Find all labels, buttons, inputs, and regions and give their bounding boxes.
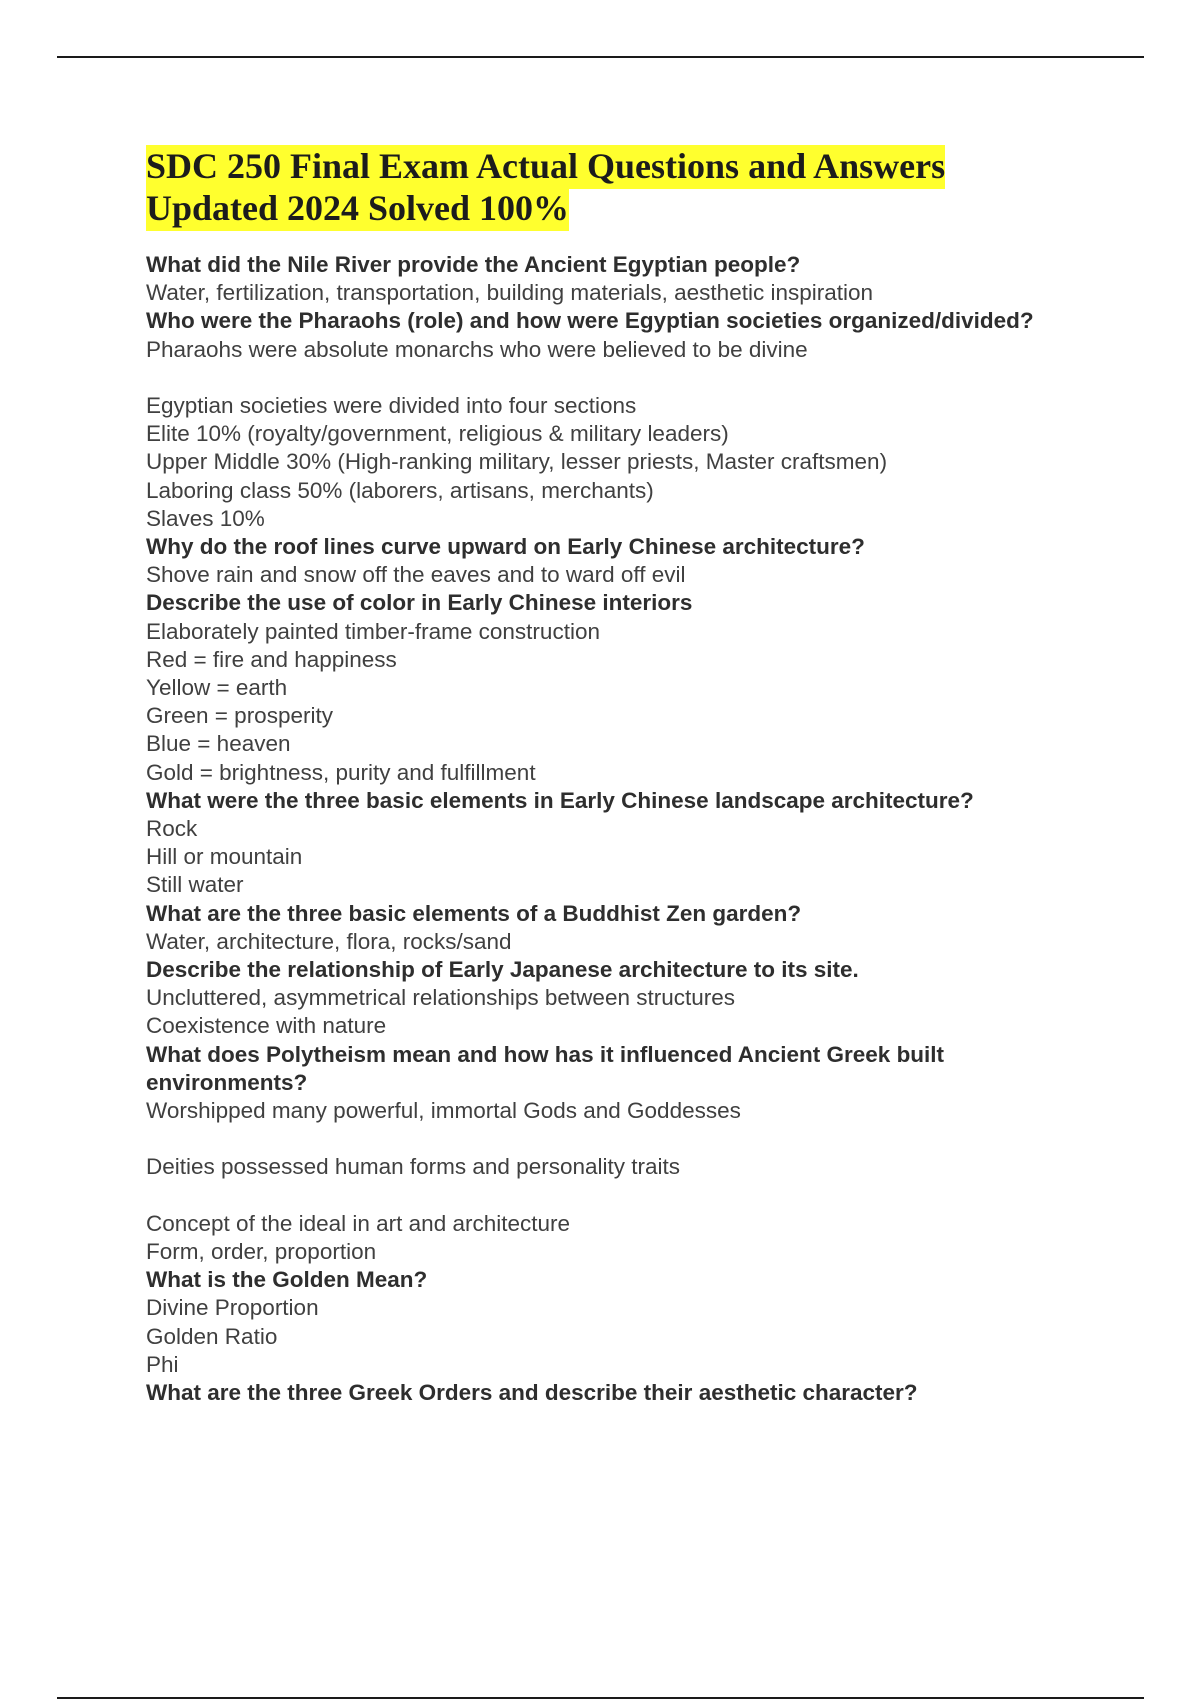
question-line: What does Polytheism mean and how has it influenced Ancient Greek built environments? [146,1041,945,1095]
question-line: Describe the use of color in Early Chinese interiors [146,590,693,616]
answer-line: Concept of the ideal in art and architecture [146,1210,571,1236]
answer-line: Pharaohs were absolute monarchs who were believed to be divine [146,336,808,362]
answer-line: Divine Proportion [146,1295,319,1321]
answer-line: Elite 10% (royalty/government, religious & military leaders) [146,421,729,447]
answer-line: Uncluttered, asymmetrical relationships between structures [146,985,735,1011]
answer-line: Red = fire and happiness [146,646,397,672]
answer-line: Still water [146,872,244,898]
answer-line: Water, fertilization, transportation, building materials, aesthetic inspiration [146,280,874,306]
question-line: What are the three basic elements of a Buddhist Zen garden? [146,900,802,926]
answer-line: Worshipped many powerful, immortal Gods and Goddesses [146,1098,741,1124]
question-line: What are the three Greek Orders and describe their aesthetic character? [146,1380,918,1406]
answer-line: Upper Middle 30% (High-ranking military, lesser priests, Master craftsmen) [146,449,888,475]
question-line: What is the Golden Mean? [146,1267,428,1293]
answer-line: Coexistence with nature [146,1013,387,1039]
question-line: Describe the relationship of Early Japanese architecture to its site. [146,957,859,983]
answer-line: Shove rain and snow off the eaves and to ward off evil [146,562,686,588]
answer-line: Green = prosperity [146,703,333,729]
title-line-2: Updated 2024 Solved 100% [146,187,569,231]
answer-line: Blue = heaven [146,731,291,757]
question-line: What did the Nile River provide the Ancient Egyptian people? [146,252,801,277]
answer-line: Gold = brightness, purity and fulfillment [146,759,536,785]
document-title [146,145,1066,229]
answer-line: Yellow = earth [146,675,288,701]
question-line: What were the three basic elements in Early Chinese landscape architecture? [146,787,974,813]
bottom-rule [57,1697,1144,1699]
blank-line [146,364,1066,392]
answer-line: Egyptian societies were divided into four sections [146,393,637,418]
document-body [146,145,1066,1407]
title-line-1: SDC 250 Final Exam Actual Questions and Answers [146,145,945,189]
question-line: Who were the Pharaohs (role) and how were Egyptian societies organized/divided? [146,308,1034,334]
answer-line: Slaves 10% [146,505,265,531]
question-line: Why do the roof lines curve upward on Early Chinese architecture? [146,534,865,560]
answer-line: Hill or mountain [146,844,303,870]
top-rule [57,56,1144,58]
answer-line: Golden Ratio [146,1323,278,1349]
answer-line: Laboring class 50% (laborers, artisans, merchants) [146,477,654,503]
blank-line [146,1125,1066,1153]
answer-line: Water, architecture, flora, rocks/sand [146,928,512,954]
answer-line: Elaborately painted timber-frame construction [146,618,600,644]
answer-line: Rock [146,816,198,842]
qa-list [146,251,1066,1407]
blank-line [146,1182,1066,1210]
answer-line: Form, order, proportion [146,1239,377,1265]
answer-line: Deities possessed human forms and personality traits [146,1154,681,1180]
answer-line: Phi [146,1351,179,1377]
